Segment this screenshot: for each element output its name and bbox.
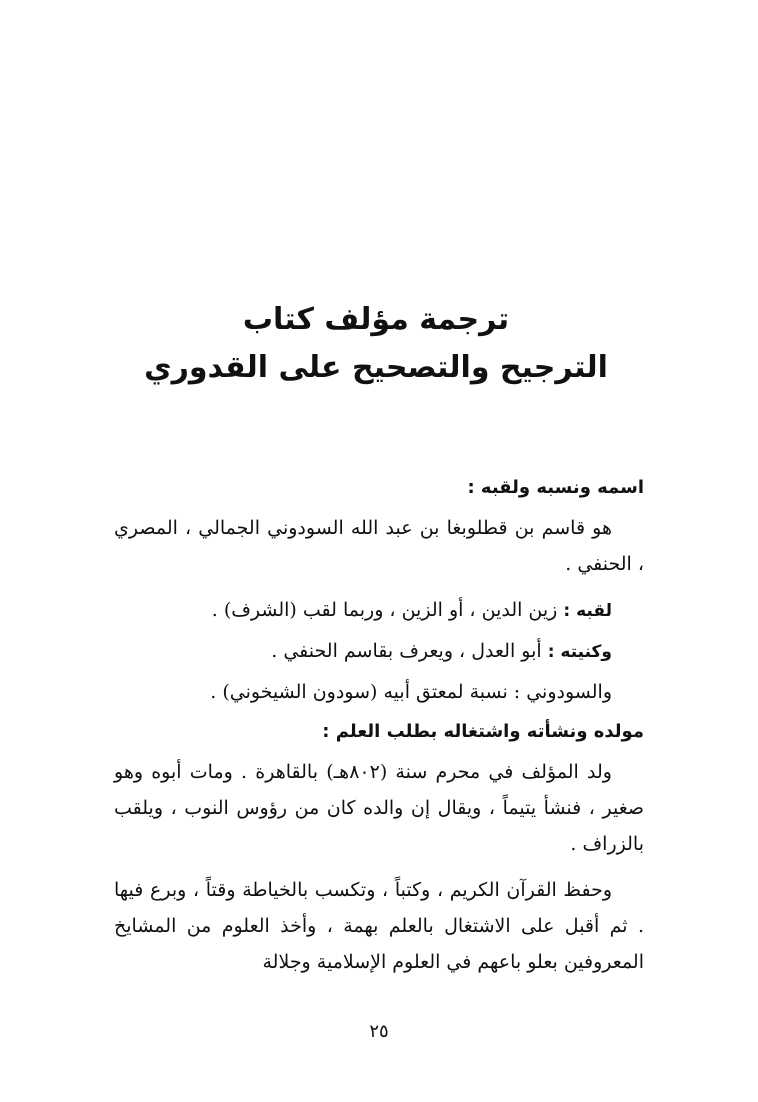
chapter-title xyxy=(0,296,758,392)
kunya-label: وكنيته : xyxy=(547,642,612,662)
paragraph-kunya xyxy=(114,633,644,670)
paragraph-birth: ولد المؤلف في محرم سنة (٨٠٢هـ) بالقاهرة . ومات أبوه وهو صغير ، فنشأ يتيماً ، ويقال إن والده كان من رؤوس النوب ، ويلقب بالزراف . xyxy=(114,761,644,855)
paragraph-sudoni xyxy=(114,674,644,710)
paragraph-laqab xyxy=(114,592,644,629)
section-heading-birth: مولده ونشأته واشتغاله بطلب العلم : xyxy=(322,721,644,742)
title-line-2: الترجيح والتصحيح على القدوري xyxy=(144,350,608,385)
kunya-text: أبو العدل ، ويعرف بقاسم الحنفي . xyxy=(271,640,548,662)
page-number: ٢٥ xyxy=(369,1021,389,1042)
title-line-1: ترجمة مؤلف كتاب xyxy=(242,302,510,337)
paragraph-study: وحفظ القرآن الكريم ، وكتباً ، وتكسب بالخياطة وقتاً ، وبرع فيها . ثم أقبل على الاشتغال بالعلم بهمة ، وأخذ العلوم من المشايخ المعروفين بعلو باعهم في العلوم الإسلامية وجلالة xyxy=(114,879,644,973)
laqab-label: لقبه : xyxy=(563,601,612,621)
sudoni-text: نسبة لمعتق أبيه (سودون الشيخوني) . xyxy=(210,681,514,703)
body-text xyxy=(114,470,644,990)
paragraph-full-name: هو قاسم بن قطلوبغا بن عبد الله السودوني الجمالي ، المصري ، الحنفي . xyxy=(114,517,644,575)
sudoni-label: والسودوني : xyxy=(513,681,612,703)
laqab-text: زين الدين ، أو الزين ، وربما لقب (الشرف) . xyxy=(211,599,564,621)
section-heading-name: اسمه ونسبه ولقبه : xyxy=(467,477,644,498)
